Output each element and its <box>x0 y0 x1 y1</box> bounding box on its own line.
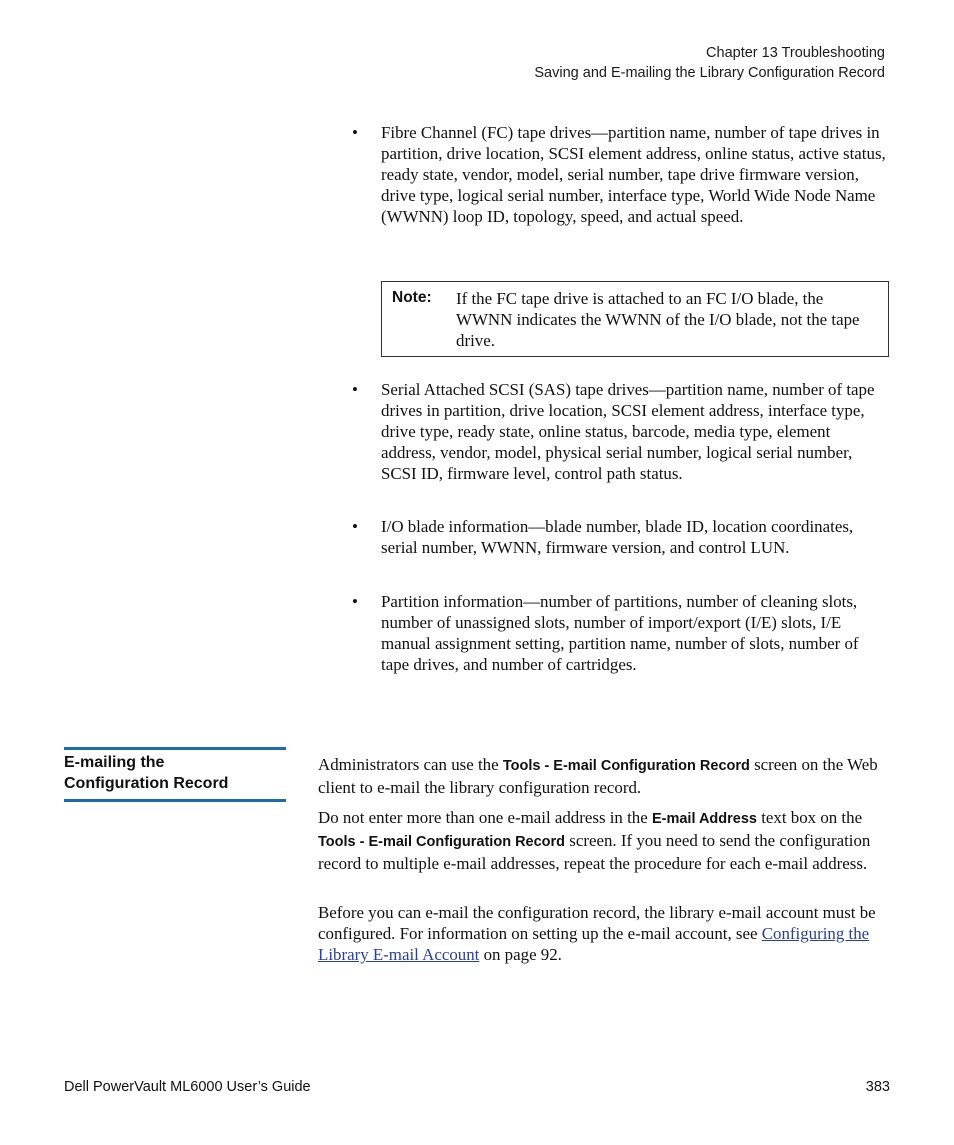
side-heading <box>64 752 286 794</box>
ui-ref-tools-email-config: Tools - E-mail Configuration Record <box>318 834 566 850</box>
link-configuring-email-account[interactable]: Configuring the Library E-mail Account <box>318 924 870 964</box>
bullet-sas-text: Serial Attached SCSI (SAS) tape drives—partition name, number of tape drives in partition, drive location, SCSI element address, interface type, drive type, ready state, online status, barcode, media type, element address, vendor, model, physical serial number, logical serial number, SCSI ID, firmware level, control path status. <box>381 380 875 483</box>
ui-ref-tools-email-config: Tools - E-mail Configuration Record <box>502 758 750 774</box>
bullet-partition-text: Partition information—number of partitions, number of cleaning slots, number of unassigned slots, number of import/export (I/E) slots, I/E manual assignment setting, partition name, number of slots, number of tape drives, and number of cartridges. <box>381 592 859 674</box>
para3-text-b: on page 92. <box>479 945 562 964</box>
para1-text-before: Administrators can use the <box>318 755 503 774</box>
para1-text-after: screen on the Web client to e-mail the library configuration record. <box>318 755 878 797</box>
bullet-io-text: I/O blade information—blade number, blade ID, location coordinates, serial number, WWNN, firmware version, and control LUN. <box>381 517 854 557</box>
ui-ref-email-address: E-mail Address <box>651 811 757 827</box>
note-label: Note: <box>392 289 432 306</box>
chapter-title: Chapter 13 Troubleshooting <box>706 45 885 61</box>
side-heading-rule-top <box>64 747 286 750</box>
bullet-glyph: • <box>352 123 358 142</box>
para2-text-c: screen. If you need to send the configuration record to multiple e-mail addresses, repeat the procedure for each e-mail address. <box>318 831 871 873</box>
paragraph-single-address <box>318 807 890 874</box>
bullet-fc-text: Fibre Channel (FC) tape drives—partition name, number of tape drives in partition, drive location, SCSI element address, online status, active status, ready state, vendor, model, serial number, tape drive firmware version, drive type, logical serial number, interface type, World Wide Node Name (WWNN) loop ID, topology, speed, and actual speed. <box>381 123 886 226</box>
side-heading-line1: E-mailing the <box>64 754 165 771</box>
side-heading-line2: Configuration Record <box>64 775 229 792</box>
bullet-glyph: • <box>352 380 358 399</box>
paragraph-prerequisite <box>318 902 890 965</box>
footer-page-number: 383 <box>865 1079 890 1095</box>
note-text: If the FC tape drive is attached to an FC I/O blade, the WWNN indicates the WWNN of the I/O blade, not the tape drive. <box>456 289 860 350</box>
para2-text-b: text box on the <box>756 808 863 827</box>
footer-guide-title: Dell PowerVault ML6000 User’s Guide <box>64 1079 311 1095</box>
para2-text-a: Do not enter more than one e-mail address in the <box>318 808 652 827</box>
bullet-glyph: • <box>352 592 358 611</box>
note-box <box>381 281 889 357</box>
paragraph-intro <box>318 754 890 798</box>
running-header <box>534 43 885 83</box>
side-heading-rule-bottom <box>64 799 286 802</box>
para3-text-a: Before you can e-mail the configuration record, the library e-mail account must be configured. For information on setting up the e-mail account, see <box>318 903 876 943</box>
section-title: Saving and E-mailing the Library Configuration Record <box>534 65 885 81</box>
bullet-glyph: • <box>352 517 358 536</box>
